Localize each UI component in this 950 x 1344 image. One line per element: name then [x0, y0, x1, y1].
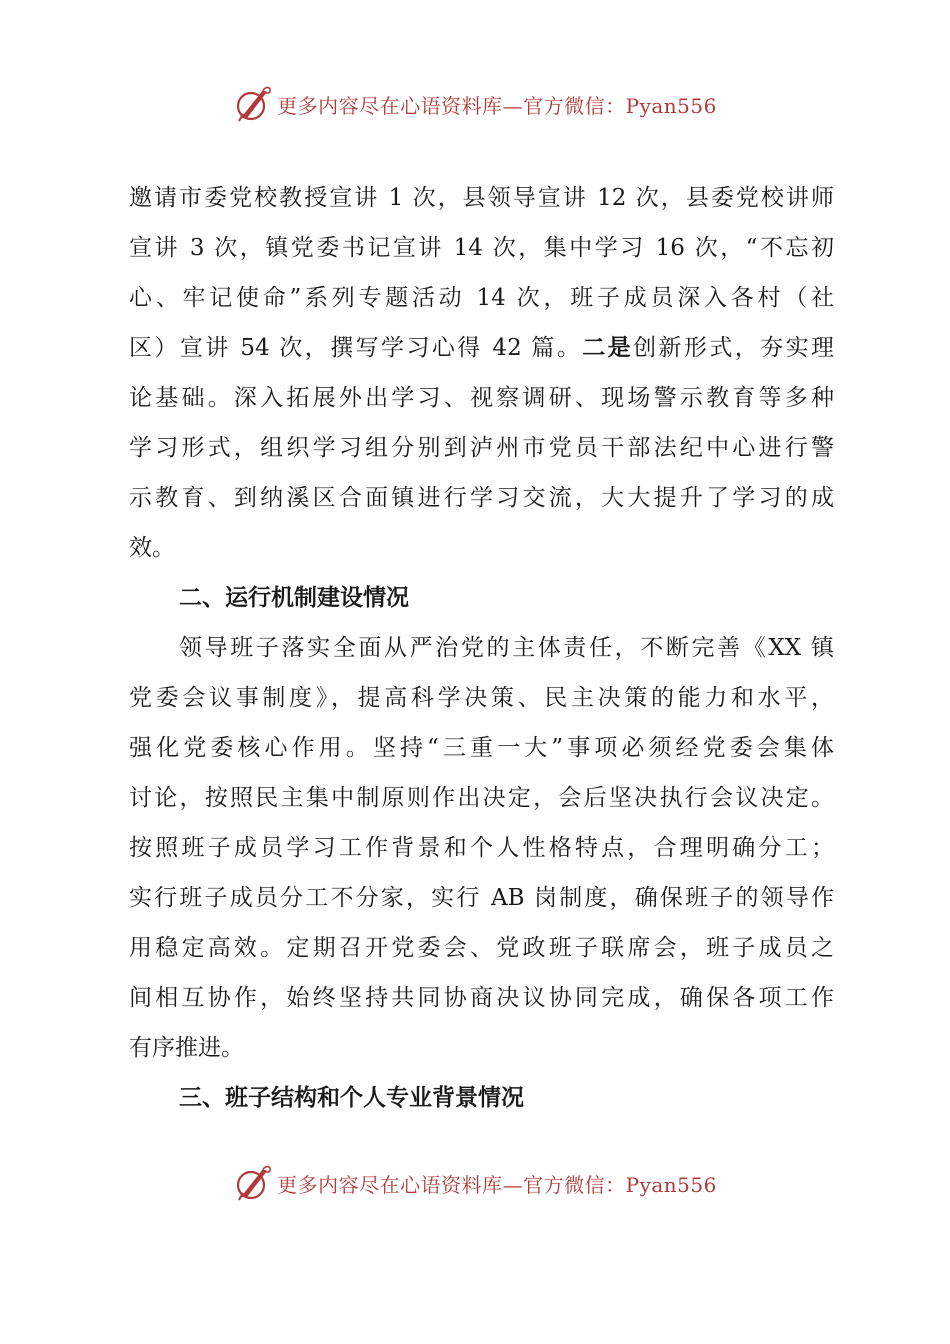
line-segment: 区）宣讲 54 次，撰写学习心得 42 篇。	[129, 335, 583, 361]
paragraph-line: 论基础。深入拓展外出学习、视察调研、现场警示教育等多种	[129, 385, 834, 411]
quill-pen-logo-icon	[233, 84, 273, 124]
paragraph-line: 领导班子落实全面从严治党的主体责任，不断完善《XX 镇	[179, 635, 834, 661]
paragraph-line: 有序推进。	[129, 1035, 244, 1061]
paragraph-line: 实行班子成员分工不分家，实行 AB 岗制度，确保班子的领导作	[129, 885, 834, 911]
paragraph-line: 心、牢记使命”系列专题活动 14 次，班子成员深入各村（社	[129, 285, 834, 311]
quill-pen-logo-icon	[233, 1163, 273, 1203]
section-heading: 三、班子结构和个人专业背景情况	[179, 1084, 524, 1111]
paragraph-line: 党委会议事制度》，提高科学决策、民主决策的能力和水平，	[129, 685, 834, 711]
paragraph-line: 示教育、到纳溪区合面镇进行学习交流，大大提升了学习的成	[129, 485, 834, 511]
paragraph-line: 宣讲 3 次，镇党委书记宣讲 14 次，集中学习 16 次，“不忘初	[129, 235, 834, 261]
bold-keyword: 二是	[582, 334, 634, 361]
paragraph-line: 邀请市委党校教授宣讲 1 次，县领导宣讲 12 次，县委党校讲师	[129, 185, 834, 211]
paragraph-line: 间相互协作，始终坚持共同协商决议协同完成，确保各项工作	[129, 985, 834, 1011]
document-body	[129, 173, 834, 1123]
section-heading: 二、运行机制建设情况	[179, 584, 409, 611]
line-segment: 创新形式，夯实理	[633, 335, 835, 361]
paragraph-line: 按照班子成员学习工作背景和个人性格特点，合理明确分工；	[129, 835, 834, 861]
footer-watermark	[0, 1163, 950, 1203]
watermark-text: 更多内容尽在心语资料库—官方微信：Pyan556	[277, 1172, 717, 1197]
paragraph-line: 用稳定高效。定期召开党委会、党政班子联席会，班子成员之	[129, 935, 834, 961]
watermark-text: 更多内容尽在心语资料库—官方微信：Pyan556	[277, 93, 717, 118]
paragraph-line	[129, 323, 834, 373]
paragraph-line: 讨论，按照民主集中制原则作出决定，会后坚决执行会议决定。	[129, 785, 834, 811]
paragraph-line: 强化党委核心作用。坚持“三重一大”事项必须经党委会集体	[129, 735, 834, 761]
paragraph-line: 效。	[129, 535, 175, 561]
paragraph-line: 学习形式，组织学习组分别到泸州市党员干部法纪中心进行警	[129, 435, 834, 461]
header-watermark	[0, 84, 950, 124]
